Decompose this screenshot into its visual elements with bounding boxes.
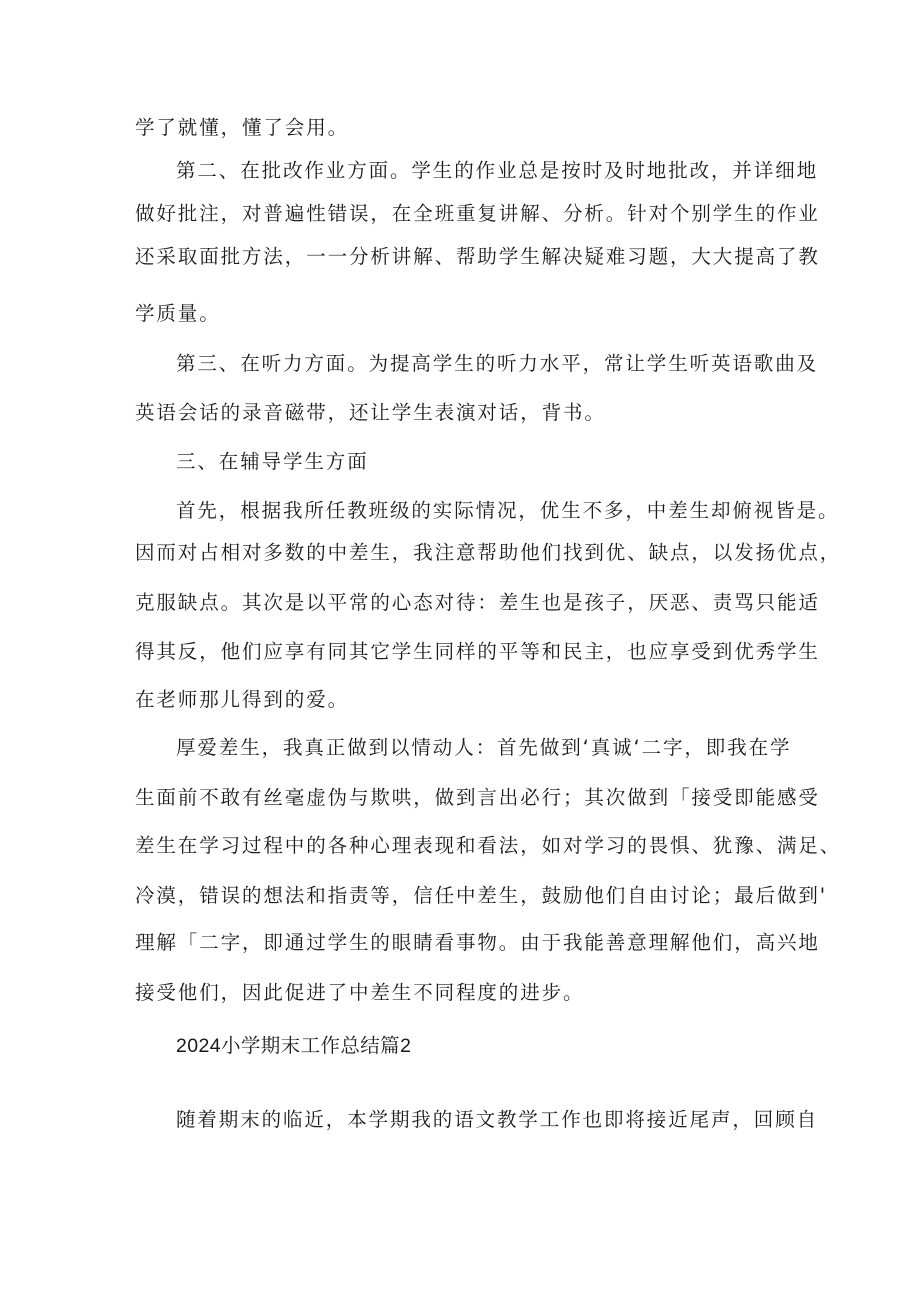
paragraph-line: 冷漠，错误的想法和指责等，信任中差生，鼓励他们自由讨论；最后做到' [135,884,828,907]
paragraph-line: 英语会话的录音磁带，还让学生表演对话，背书。 [135,401,606,424]
section-title: 2024小学期末工作总结篇2 [176,1035,412,1057]
paragraph-line: 第三、在听力方面。为提高学生的听力水平，常让学生听英语歌曲及 [176,352,819,375]
paragraph-line: 得其反，他们应享有同其它学生同样的平等和民主，也应享受到优秀学生 [135,640,820,663]
paragraph-line: 随着期末的临近，本学期我的语文教学工作也即将接近尾声，回顾自 [176,1108,819,1131]
paragraph-line: 接受他们，因此促进了中差生不同程度的进步。 [135,981,585,1004]
paragraph-line: 做好批注，对普遍性错误，在全班重复讲解、分析。针对个别学生的作业 [135,202,820,225]
paragraph-line: 首先，根据我所任教班级的实际情况，优生不多，中差生却俯视皆是。 [176,499,840,522]
paragraph-line: 还采取面批方法，一一分析讲解、帮助学生解决疑难习题，大大提高了教 [135,245,820,268]
paragraph-line: 学质量。 [135,302,221,325]
paragraph-line: 厚爱差生，我真正做到以情动人：首先做到‘真诚‘二字，即我在学 [176,736,792,759]
paragraph-line: 差生在学习过程中的各种心理表现和看法，如对学习的畏惧、犹豫、满足、 [135,834,842,857]
paragraph-line: 在老师那儿得到的爱。 [135,688,350,711]
paragraph-line: 学了就懂，懂了会用。 [135,116,350,139]
paragraph-line: 克服缺点。其次是以平常的心态对待：差生也是孩子，厌恶、责骂只能适 [135,591,820,614]
paragraph-line: 第二、在批改作业方面。学生的作业总是按时及时地批改，并详细地 [176,159,819,182]
paragraph-line: 理解「二字，即通过学生的眼睛看事物。由于我能善意理解他们，高兴地 [135,931,820,954]
paragraph-line: 生面前不敢有丝毫虚伪与欺哄，做到言出必行；其次做到「接受即能感受 [135,786,820,809]
paragraph-line: 因而对占相对多数的中差生，我注意帮助他们找到优、缺点，以发扬优点， [135,541,842,564]
section-heading: 三、在辅导学生方面 [176,450,369,473]
